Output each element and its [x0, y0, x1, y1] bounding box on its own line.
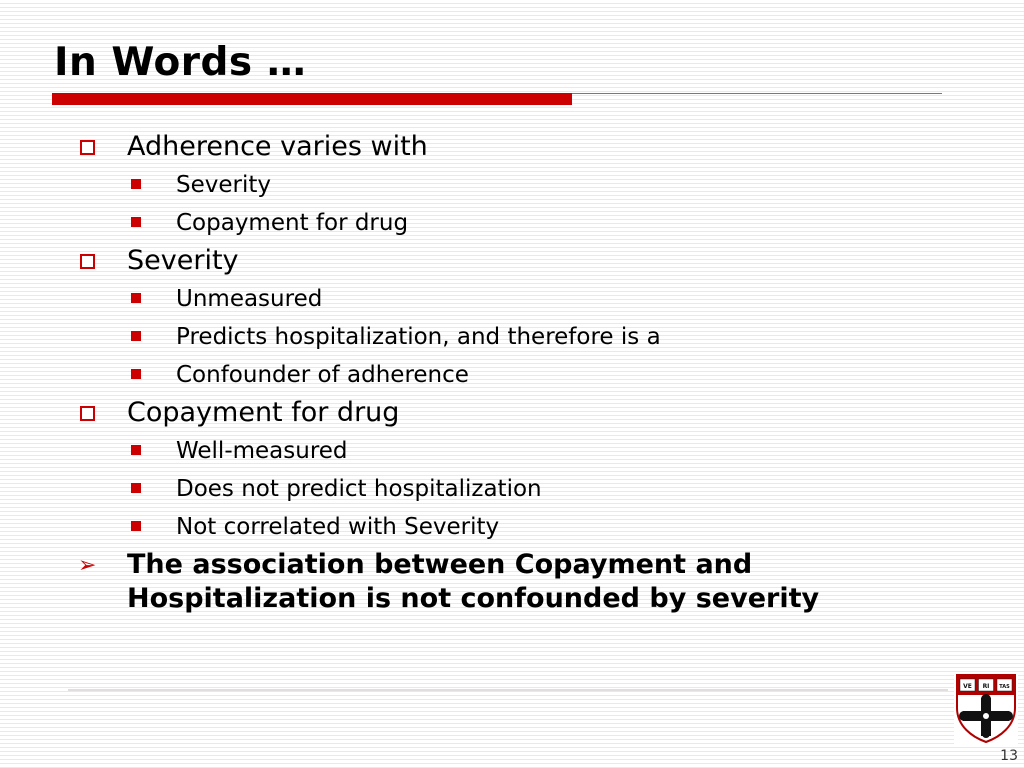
bullet-text: Severity: [127, 245, 239, 276]
shield-book-ve: VE: [963, 683, 972, 690]
shield-book-tas: TAS: [999, 684, 1010, 690]
bullet-adherence: [0, 128, 960, 166]
hollow-square-bullet-icon: [80, 406, 95, 421]
sub-bullet-text: Predicts hospitalization, and therefore is a: [176, 324, 661, 350]
sub-bullet-text: Not correlated with Severity: [176, 514, 500, 540]
title-underline-thin: [572, 93, 942, 94]
square-bullet-icon: [131, 331, 141, 341]
sub-bullet-text: Severity: [176, 172, 271, 198]
slide-title: In Words …: [54, 40, 307, 85]
bullet-copayment: [0, 394, 960, 432]
sub-bullet: [0, 280, 960, 318]
page-number: 13: [1000, 748, 1018, 764]
sub-bullet: [0, 204, 960, 242]
footer-divider: [68, 689, 948, 691]
hollow-square-bullet-icon: [80, 254, 95, 269]
shield-book-ri: RI: [982, 683, 990, 690]
sub-bullet-text: Does not predict hospitalization: [176, 476, 542, 502]
title-underline-bar: [52, 93, 572, 105]
conclusion-line-1: The association between Copayment and: [127, 549, 753, 580]
square-bullet-icon: [131, 293, 141, 303]
sub-bullet: [0, 432, 960, 470]
sub-bullet-text: Copayment for drug: [176, 210, 409, 236]
shield-icon: [954, 672, 1018, 744]
square-bullet-icon: [131, 369, 141, 379]
conclusion-line-2: Hospitalization is not confounded by severity: [127, 583, 820, 614]
square-bullet-icon: [131, 179, 141, 189]
bullet-text: Copayment for drug: [127, 397, 400, 428]
sub-bullet-text: Well-measured: [176, 438, 348, 464]
slide-content: [0, 128, 960, 616]
sub-bullet: [0, 356, 960, 394]
square-bullet-icon: [131, 445, 141, 455]
sub-bullet: [0, 166, 960, 204]
square-bullet-icon: [131, 521, 141, 531]
sub-bullet: [0, 508, 960, 546]
sub-bullet: [0, 470, 960, 508]
harvard-shield-logo: [954, 672, 1018, 744]
square-bullet-icon: [131, 217, 141, 227]
sub-bullet-text: Confounder of adherence: [176, 362, 469, 388]
arrow-bullet-icon: ➢: [78, 553, 97, 578]
hollow-square-bullet-icon: [80, 140, 95, 155]
bullet-text: Adherence varies with: [127, 131, 428, 162]
conclusion-bullet: [0, 548, 960, 616]
square-bullet-icon: [131, 483, 141, 493]
bullet-severity: [0, 242, 960, 280]
sub-bullet: [0, 318, 960, 356]
sub-bullet-text: Unmeasured: [176, 286, 323, 312]
